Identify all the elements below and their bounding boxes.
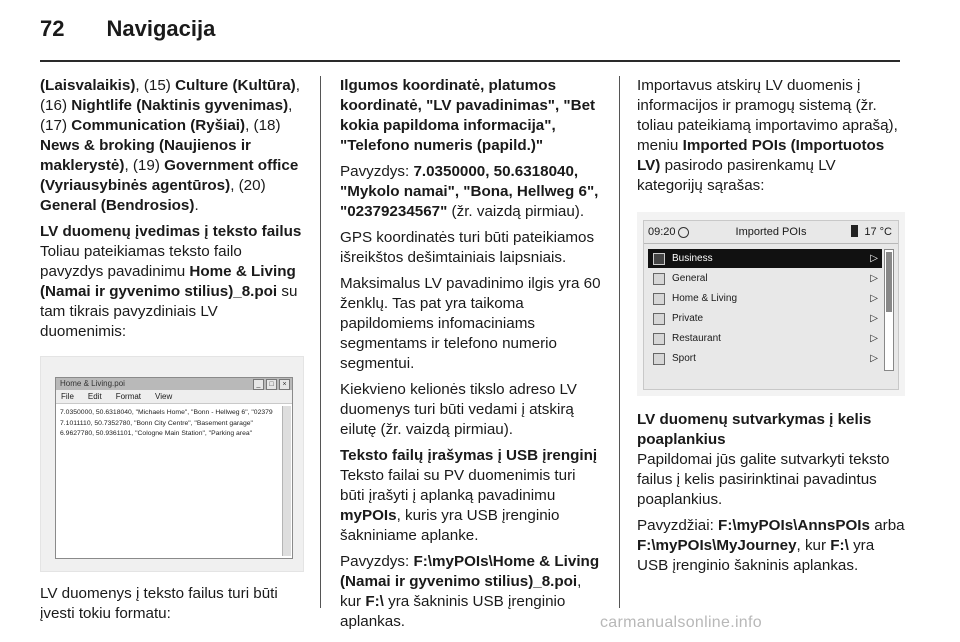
editor-screenshot: [40, 356, 304, 572]
watermark: carmanualsonline.info: [600, 614, 762, 631]
text-run: , (20): [230, 177, 266, 194]
subfolders-paragraph: Papildomai jūs galite sutvarkyti teksto failus į kelis pasirinktinai pavadintus poaplankius.: [637, 451, 890, 508]
text-run: , (15): [135, 77, 176, 94]
text-run: , kur: [796, 537, 831, 554]
chevron-right-icon: ▷: [870, 313, 878, 324]
chevron-right-icon: ▷: [870, 253, 878, 264]
category-label: Home & Living: [672, 293, 738, 304]
text-run: , (18): [245, 117, 281, 134]
bold-run: (Laisvalaikis): [40, 77, 136, 94]
poi-category-list: [648, 249, 882, 369]
menu-file: File: [61, 392, 74, 401]
bold-run: Imported POIs (Importuotos LV): [637, 137, 885, 174]
bold-run: General (Bendrosios): [40, 197, 195, 214]
bold-run: F:\myPOIs\Home & Living (Namai ir gyvenimo stilius)_8.poi: [340, 553, 600, 590]
device-title: Imported POIs: [735, 226, 807, 238]
device-screenshot: [637, 212, 905, 396]
bold-run: F:\: [365, 593, 384, 610]
page-title: Navigacija: [106, 16, 216, 41]
text-run: Pavyzdžiai:: [637, 517, 719, 534]
import-paragraph: [637, 76, 905, 196]
chevron-right-icon: ▷: [870, 333, 878, 344]
text-run: su tam tikrais pavyzdiniais LV duomenimis:: [40, 283, 298, 340]
device-screen: [643, 220, 899, 390]
text-run: arba: [869, 517, 905, 534]
poi-category-business[interactable]: [648, 249, 882, 268]
bold-run: F:\myPOIs\AnnsPOIs: [718, 517, 870, 534]
bold-run: F:\: [830, 537, 849, 554]
text-run: yra USB įrenginio šakninis aplankas.: [637, 537, 875, 574]
text-run: Toliau pateikiamas teksto failo pavyzdys pavadinimu: [40, 243, 242, 280]
category-icon: [653, 313, 665, 325]
editor-window: [55, 377, 293, 559]
text-run: Pavyzdys:: [340, 163, 414, 180]
device-time: 09:20: [648, 226, 676, 238]
editor-text: [58, 406, 282, 556]
bold-run: News & broking (Naujienos ir maklerystė): [40, 137, 251, 174]
bold-run: Home & Living (Namai ir gyvenimo stilius)_8.poi: [40, 263, 296, 300]
section-heading-subfolders: LV duomenų sutvarkymas į kelis poaplankius: [637, 411, 872, 448]
phone-icon: [851, 225, 858, 237]
editor-titlebar: [56, 378, 292, 390]
editor-scrollbar: [282, 406, 291, 556]
max-length-paragraph: Maksimalus LV pavadinimo ilgis yra 60 ženklų. Tas pat yra taikoma papildomiems infomaciniams segmentams ir telefono numerio segmentui.: [340, 275, 601, 372]
category-icon: [653, 353, 665, 365]
text-run: , kur: [340, 573, 582, 610]
format-paragraph: LV duomenys į teksto failus turi būti įvesti tokiu formatu:: [40, 585, 278, 622]
bold-run: Nightlife (Naktinis gyvenimas): [71, 97, 289, 114]
text-run: , (17): [40, 97, 293, 134]
example-paragraph: [340, 162, 602, 222]
bold-run: Government office (Vyriausybinės agentūros): [40, 157, 299, 194]
format-spec: Ilgumos koordinatė, platumos koordinatė, "LV pavadinimas", "Bet kokia papildoma informacija", "Telefono numeris (papild.)": [340, 77, 596, 154]
address-paragraph: Kiekvieno kelionės tikslo adreso LV duomenys turi būti vedami į atskirą eilutę (žr. vaizdą pirmiau).: [340, 381, 577, 438]
device-temperature: 17 °C: [864, 226, 892, 238]
text-run: pasirodo pasirenkamų LV kategorijų sąrašas:: [637, 157, 836, 194]
category-label: Private: [672, 313, 704, 324]
poi-category-private[interactable]: [648, 309, 882, 328]
category-icon: [653, 293, 665, 305]
editor-line: 7.0350000, 50.6318040, "Michaels Home", "Bonn - Hellweg 6", "02379: [60, 409, 273, 416]
column-divider: [619, 76, 620, 608]
text-run: Teksto failai su PV duomenimis turi būti įrašyti į aplanką pavadinimu: [340, 467, 576, 504]
column-divider: [320, 76, 321, 608]
gps-paragraph: GPS koordinatės turi būti pateikiamos išreikštos dešimtainiais laipsniais.: [340, 229, 595, 266]
editor-menubar: [56, 390, 292, 404]
section-heading-usb: Teksto failų įrašymas į USB įrenginį: [340, 447, 598, 464]
category-icon: [653, 273, 665, 285]
category-label: Restaurant: [672, 333, 721, 344]
device-scrollbar: [884, 249, 894, 371]
header-rule: [40, 60, 900, 62]
maximize-icon: □: [266, 379, 277, 390]
text-run: yra šakninis USB įrenginio aplankas.: [340, 593, 566, 630]
minimize-icon: _: [253, 379, 264, 390]
editor-line: 7.1011110, 50.7352780, "Bonn City Centre", "Basement garage": [60, 419, 253, 427]
text-run: , (19): [124, 157, 165, 174]
category-label: Business: [672, 253, 713, 264]
device-statusbar: [644, 221, 898, 244]
category-label: Sport: [672, 353, 696, 364]
chevron-right-icon: ▷: [870, 353, 878, 364]
poi-category-home-living[interactable]: [648, 289, 882, 308]
menu-format: Format: [115, 392, 142, 401]
bold-run: Culture (Kultūra): [175, 77, 296, 94]
subfolders-example-paragraph: [637, 516, 905, 576]
text-run: Pavyzdys:: [340, 553, 414, 570]
menu-view: View: [155, 392, 173, 401]
editor-line: 6.9627780, 50.9361101, "Cologne Main Station", "Parking area": [60, 430, 253, 437]
column-2: [340, 76, 602, 638]
text-run: , kuris yra USB įrenginio šakniniame aplanke.: [340, 507, 560, 544]
window-buttons: [253, 379, 290, 390]
usb-example-paragraph: [340, 552, 602, 632]
chevron-right-icon: ▷: [870, 273, 878, 284]
page-number: 72: [40, 16, 65, 41]
column-1: [40, 76, 302, 630]
bold-run: myPOIs: [340, 507, 397, 524]
text-run: , (16): [40, 77, 300, 114]
bold-run: 7.0350000, 50.6318040, "Mykolo namai", "Bona, Hellweg 6", "02379234567": [340, 163, 599, 220]
category-icon: [653, 333, 665, 345]
column-3: [637, 76, 905, 582]
chevron-right-icon: ▷: [870, 293, 878, 304]
intro-paragraph: [40, 242, 302, 342]
bold-run: F:\myPOIs\MyJourney: [637, 537, 797, 554]
page-header: [40, 16, 215, 42]
text-run: (žr. vaizdą pirmiau).: [447, 203, 585, 220]
poi-category-sport[interactable]: [648, 349, 882, 368]
editor-title: Home & Living.poi: [60, 379, 125, 388]
section-heading-text-input: LV duomenų įvedimas į teksto failus: [40, 223, 302, 240]
category-icon: [653, 253, 665, 265]
poi-category-general[interactable]: [648, 269, 882, 288]
text-run: .: [194, 197, 199, 214]
text-run: Importavus atskirų LV duomenis į informacijos ir pramogų sistemą (žr. toliau pateikiamą importavimo aprašą), meniu: [637, 77, 898, 154]
menu-edit: Edit: [87, 392, 102, 401]
usb-paragraph: [340, 466, 602, 546]
bold-run: Communication (Ryšiai): [71, 117, 246, 134]
close-icon: ×: [279, 379, 290, 390]
category-label: General: [672, 273, 708, 284]
category-list-paragraph: [40, 76, 302, 216]
poi-category-restaurant[interactable]: [648, 329, 882, 348]
